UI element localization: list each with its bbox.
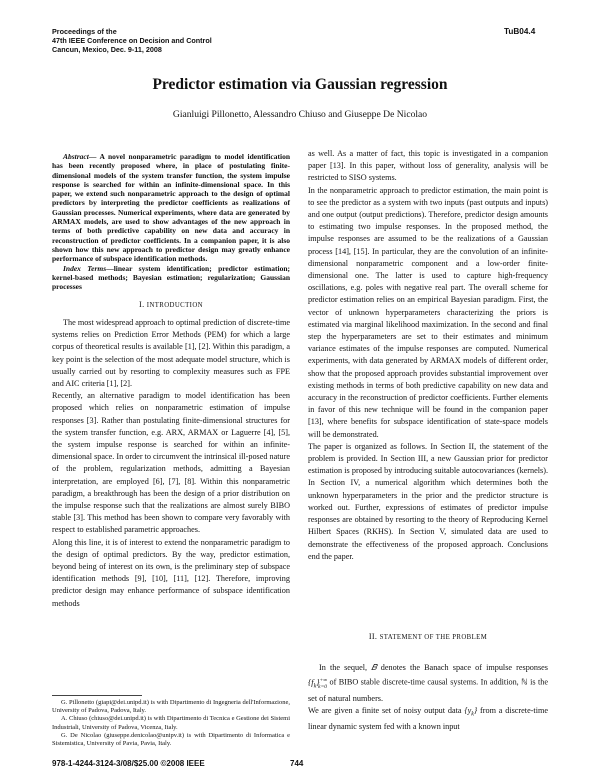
header-line-2: 47th IEEE Conference on Decision and Control	[52, 36, 212, 45]
s2-text-d: is the set of natural numbers.	[308, 677, 548, 703]
s2-text-f: from a discrete-time linear dynamic system fed with a known input	[308, 705, 548, 731]
session-code: TuB04.4	[504, 27, 536, 36]
section-2-title: STATEMENT OF THE PROBLEM	[379, 634, 488, 641]
impulse-response-set	[308, 677, 328, 690]
footnote-pillonetto: G. Pillonetto (giapi@dei.unipd.it) is with Dipartimento di Ingegneria dell'Informazione, University of Padova, Padova, Italy.	[52, 699, 290, 715]
abstract-block: Abstract— A novel nonparametric paradigm to model identification has been recently proposed where, in place of postulating finite-dimensional models of the system transfer function, the system impulse response is searched for within an infinite-dimensional space. In this paper, we extend such nonparametric approach to the design of optimal predictors by interpreting the predictor coefficients as realizations of Gaussian processes. Numerical experiments, where data are generated by ARMAX models, are used to show advantages of the new approach in terms of both predictive capability on new data and accuracy in reconstruction of predictor coefficients. In a companion paper, it is also shown how this new approach to predictor design may greatly enhance performance of subspace identification methods. Index Terms—linear system identification; predictor estimation; kernel-based methods; Bayesian estimation; regularization; Gaussian processes	[52, 152, 290, 292]
paper-authors: Gianluigi Pillonetto, Alessandro Chiuso and Giuseppe De Nicolao	[172, 109, 428, 120]
intro-paragraph-5: The paper is organized as follows. In Section II, the statement of the problem is provided. In Section III, a new Gaussian prior for predictor estimation is proposed by introducing suitable autocovariances (kernels). In Section IV, a numerical algorithm which determines both the unknown hyperparameters in the prior and the predictor structure is worked out. Further, expressions of estimates of predictor impulse responses are obtained by resorting to the theory of Reproducing Kernel Hilbert Spaces (RKHS). In Section V, simulated data are used to demonstrate the effectiveness of the proposed approach. Conclusions end the paper.	[308, 441, 548, 561]
header-line-3: Cancun, Mexico, Dec. 9-11, 2008	[52, 45, 162, 54]
banach-space-symbol: 𝐵	[371, 663, 377, 672]
intro-paragraph-4: In the nonparametric approach to predictor estimation, the main point is to see the predictor as a system with two inputs (past outputs and inputs) and one output (output predictions). Therefore, predictor design amounts to estimating two impulse responses. In the proposed method, the impulse responses are assumed to be the realizations of a Gaussian process [14], [15]. In particular, they are the convolution of an infinite-dimensional nonparametric component and a low-order finite-dimensional one. The latter is used to capture high-frequency oscillations, e.g. poles with negative real part. The overall scheme for predictor estimation relies on an empirical Bayesian paradigm. First, the vector of unknown hyperparameters characterizing the priors is estimated via marginal likelihood maximization. In the second and final step the hyperparameters are set to their estimates and minimum variance estimates of the impulse responses are computed. Numerical experiments, with data generated by ARMAX models of different order, show that the proposed approach provides substantial improvement over existing methods in terms of both predictive capability on new data and accuracy in the reconstruction of predictor coefficients. Further elements in favor of this new technique will be found in the companion paper [13], where benefits for subspace identification of state-space models will be demonstrated.	[308, 185, 548, 439]
section-1-number: I.	[139, 300, 145, 309]
section-2-heading	[308, 632, 548, 641]
s2-text-e: We are given a finite set of noisy output data	[308, 705, 465, 715]
footnote-divider	[52, 695, 142, 696]
s2-text-b: denotes the Banach space of impulse responses	[376, 663, 548, 672]
fk-subscript: k	[313, 683, 317, 690]
footnote-de-nicolao: G. De Nicolao (giuseppe.denicolao@unipv.it) is with Dipartimento di Informatica e Sistemistica, University of Pavia, Pavia, Italy.	[52, 731, 290, 748]
intro-paragraph-1: The most widespread approach to optimal prediction of discrete-time systems relies on Prediction Error Methods (PEM) for which a large corpus of theoretical results is available [1], [2]. Within this paradigm, a key point is the selection of the most adequate model structure, which is usually carried out by resorting to complexity measures such as FPE and AIC criteria [1], [2].	[52, 318, 290, 389]
paper-title: Predictor estimation via Gaussian regression	[152, 76, 448, 93]
fk-close: }	[316, 677, 320, 687]
intro-continuation: as well. As a matter of fact, this topic is investigated in a companion paper [13]. In this paper, without loss of generality, analysis will be restricted to SISO systems.	[308, 149, 548, 183]
section-1-heading	[52, 300, 290, 309]
yk-close: }	[473, 705, 478, 715]
fk-lower-limit: k=0	[318, 683, 328, 690]
intro-paragraph-3: Along this line, it is of interest to extend the nonparametric paradigm to the design of optimal predictors. By the way, predictor estimation, beyond being of interest on its own, is the preliminary step of subspace identification methods [9], [10], [11], [12]. Therefore, improving predictor design may enhance performance of subspace identification methods	[52, 537, 290, 608]
naturals-symbol: ℕ	[521, 677, 528, 687]
isbn-copyright: 978-1-4244-3124-3/08/$25.00 ©2008 IEEE	[52, 759, 205, 768]
abstract-label: Abstract	[63, 152, 89, 161]
section-2-text	[308, 662, 548, 733]
index-terms-label: Index Terms	[63, 263, 107, 273]
section-2-paragraph-1	[308, 662, 548, 705]
author-footnotes	[52, 699, 290, 748]
section-1-title: INTRODUCTION	[146, 302, 203, 309]
section-2-number: II.	[368, 632, 378, 641]
yk-subscript: k	[471, 711, 474, 718]
page-number: 744	[290, 759, 304, 768]
abstract-text: A novel nonparametric paradigm to model identification has been recently proposed where, in place of postulating finite-dimensional models of the system transfer function, the system impulse response is searched for within an infinite-dimensional space. In this paper, we extend such nonparametric approach to the design of optimal predictors by interpreting the predictor coefficients as realizations of Gaussian processes. Numerical experiments, where data are generated by ARMAX models, are used to show advantages of the new approach in terms of both predictive capability on new data and accuracy in reconstruction of predictor coefficients. In a companion paper, it is also shown how this new approach to predictor design may greatly enhance performance of subspace identification methods.	[52, 152, 290, 264]
s2-text-c: of BIBO stable discrete-time causal systems. In addition,	[327, 677, 522, 687]
s2-text-a: In the sequel,	[319, 663, 372, 672]
right-column-text	[308, 148, 548, 563]
intro-paragraph-2: Recently, an alternative paradigm to model identification has been proposed which relies on nonparametric estimation of impulse responses [3]. Rather than postulating finite-dimensional structures for the system transfer function, e.g. ARX, ARMAX or Laguerre [4], [5], the system impulse response is searched for within an infinite-dimensional space. In order to circumvent the intrinsical ill-posed nature of the problem, regularization methods, admitting a Bayesian interpretation, are employed [6], [7], [8]. Within this nonparametric paradigm, a breakthrough has been the design of a prior distribution on the impulse response such that the realizations are almost surely BIBO stable [3]. This method has been shown to compare very favorably with respect to established parametric approaches.	[52, 391, 290, 535]
yk-open: {y	[464, 705, 472, 715]
fk-superscript: +∞	[319, 677, 328, 684]
proceedings-header	[52, 27, 212, 54]
section-2-paragraph-2	[308, 705, 548, 733]
output-data-set	[464, 705, 478, 718]
header-line-1: Proceedings of the	[52, 27, 117, 36]
intro-text	[52, 317, 290, 610]
footnote-chiuso: A. Chiuso (chiuso@dei.unipd.it) is with Dipartimento di Tecnica e Gestione dei Sistemi Industriali, University of Padova, Vicenza, Italy.	[52, 715, 290, 731]
fk-open: {f	[308, 677, 314, 687]
index-terms-text: linear system identification; predictor estimation; kernel-based methods; Bayesian estimation; regularization; Gaussian processes	[52, 263, 290, 292]
